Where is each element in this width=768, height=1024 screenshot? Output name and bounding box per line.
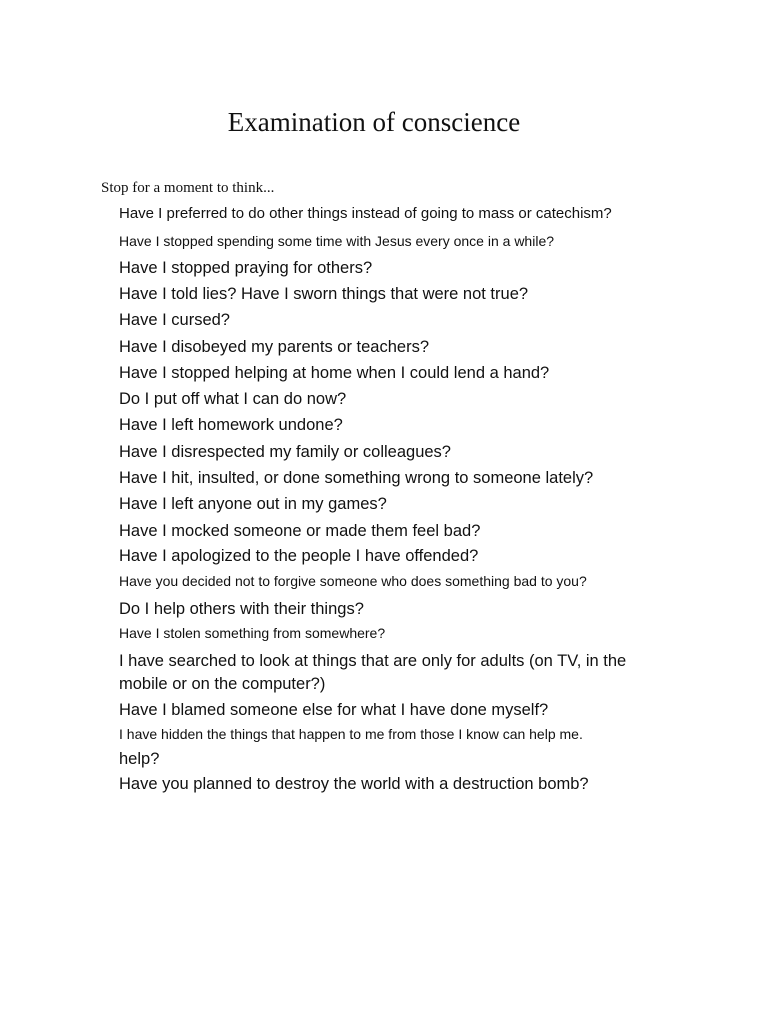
question-item: Have I blamed someone else for what I have done myself? xyxy=(119,701,549,719)
question-item: Have I left anyone out in my games? xyxy=(119,495,387,513)
question-item: Have I told lies? Have I sworn things that were not true? xyxy=(119,285,529,303)
question-item: Have I preferred to do other things instead of going to mass or catechism? xyxy=(119,205,612,222)
question-item: Have I stolen something from somewhere? xyxy=(119,625,386,641)
question-item: help? xyxy=(119,750,160,768)
question-item: Have I stopped spending some time with Jesus every once in a while? xyxy=(119,233,555,249)
intro-text: Stop for a moment to think... xyxy=(101,180,275,196)
question-item: Have I mocked someone or made them feel bad? xyxy=(119,522,481,540)
page-title: Examination of conscience xyxy=(227,107,521,137)
question-item: Have I disrespected my family or colleagues? xyxy=(119,443,451,461)
question-item: I have searched to look at things that are only for adults (on TV, in the xyxy=(119,652,627,670)
question-item: Have I stopped helping at home when I could lend a hand? xyxy=(119,364,550,382)
question-item: Have I cursed? xyxy=(119,311,230,329)
question-item: Have I apologized to the people I have offended? xyxy=(119,547,479,565)
question-item: Have I disobeyed my parents or teachers? xyxy=(119,338,429,356)
question-item: Have I left homework undone? xyxy=(119,416,343,434)
question-item: Do I put off what I can do now? xyxy=(119,390,347,408)
question-item: Have I hit, insulted, or done something wrong to someone lately? xyxy=(119,469,594,487)
question-item: Have I stopped praying for others? xyxy=(119,259,373,277)
question-item: Have you decided not to forgive someone who does something bad to you? xyxy=(119,573,587,589)
question-item: I have hidden the things that happen to me from those I know can help me. xyxy=(119,726,583,742)
question-item: Do I help others with their things? xyxy=(119,600,364,618)
question-item: mobile or on the computer?) xyxy=(119,675,326,693)
question-item: Have you planned to destroy the world with a destruction bomb? xyxy=(119,775,589,793)
